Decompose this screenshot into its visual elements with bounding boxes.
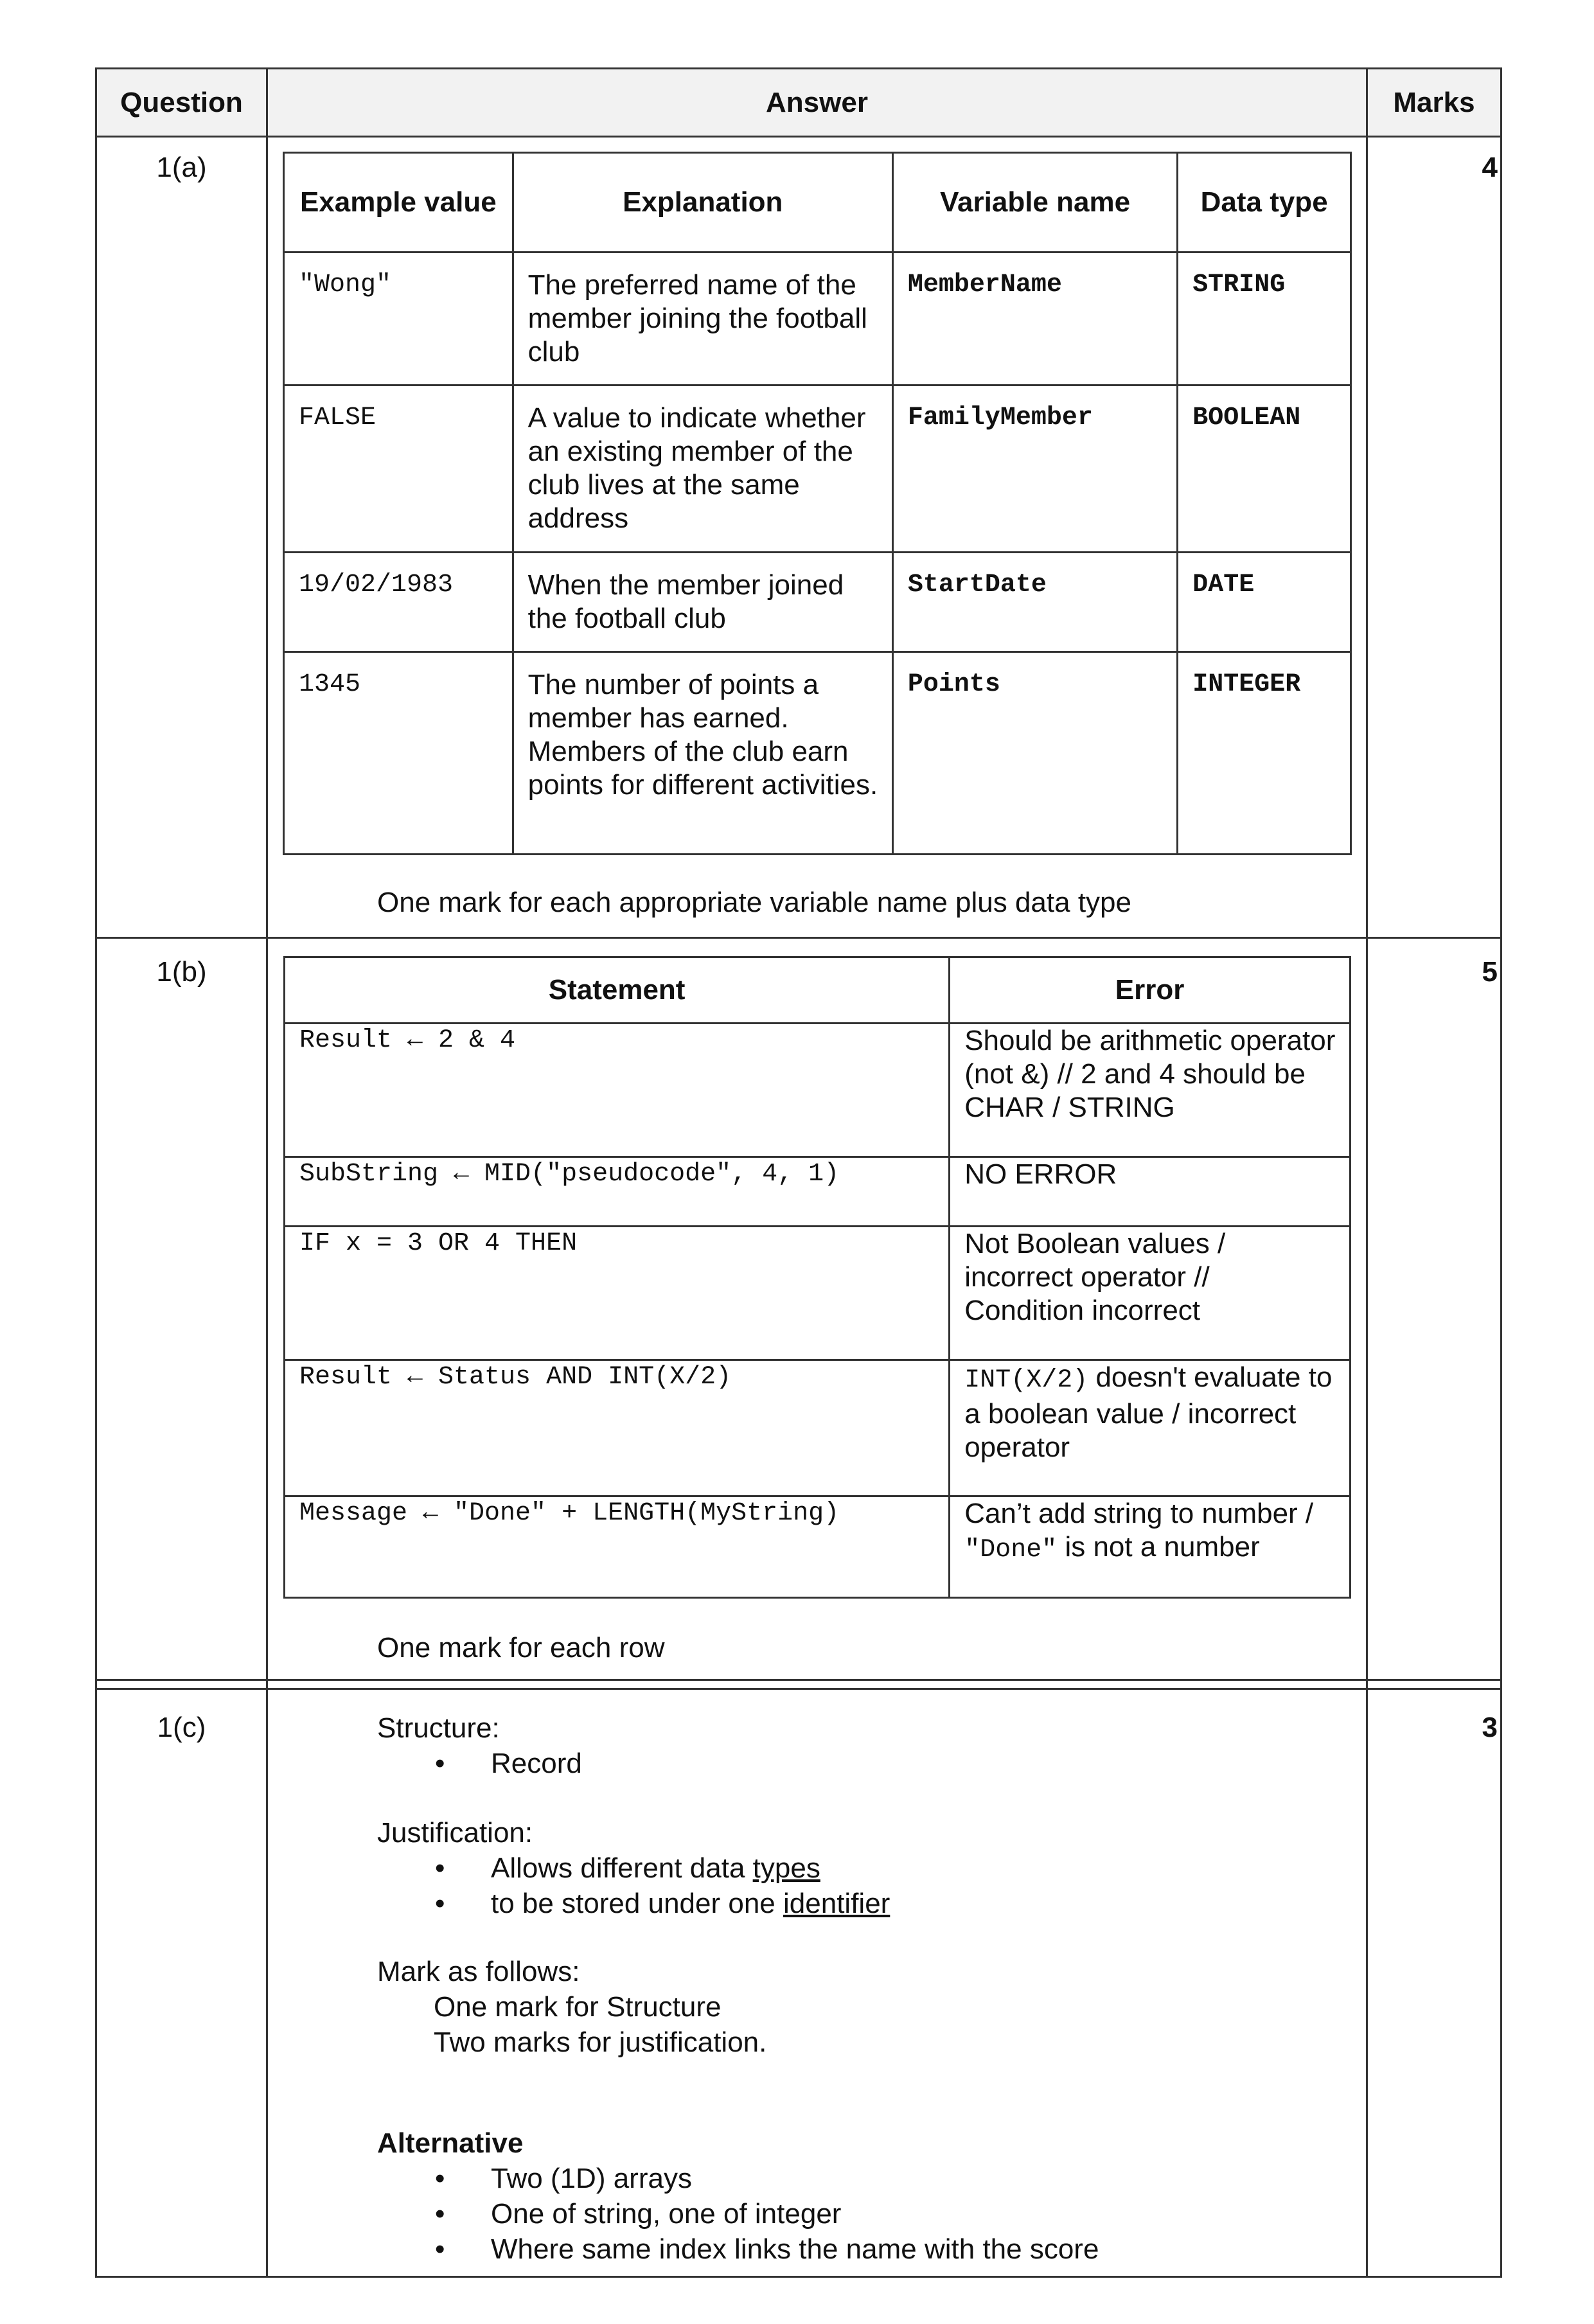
justification-item: [377, 1886, 890, 1921]
question-label-1c: 1(c): [157, 1712, 206, 1743]
structure-item: • Record: [377, 1746, 582, 1781]
variables-table: [283, 152, 1352, 855]
col-example-value: Example value: [284, 153, 513, 253]
marking-note-1a: One mark for each appropriate variable name plus data type: [377, 887, 1131, 918]
table-header-row: [285, 957, 1350, 1024]
table-row: [285, 1360, 1350, 1496]
table-row: [284, 652, 1351, 855]
column-divider: [266, 69, 268, 2276]
justification-keyword: identifier: [783, 1888, 890, 1919]
mark-scheme-table: [95, 67, 1502, 2278]
errors-table: [283, 956, 1351, 1599]
example-cell: 1345: [284, 652, 513, 855]
explanation-cell: When the member joined the football club: [513, 553, 892, 652]
type-cell: INTEGER: [1178, 652, 1351, 855]
justification-label: Justification:: [377, 1817, 533, 1849]
justification-text: to be stored under one: [491, 1888, 783, 1919]
header-question: Question: [120, 86, 243, 118]
alternative-item: • Two (1D) arrays: [377, 2161, 1099, 2196]
question-label-1b: 1(b): [156, 956, 207, 988]
table-header: [97, 69, 1500, 136]
marks-1b: 5: [1482, 956, 1498, 988]
explanation-cell: A value to indicate whether an existing member of the club lives at the same address: [513, 386, 892, 553]
row-divider: [97, 1688, 1500, 1690]
statement-cell: Result ← Status AND INT(X/2): [285, 1360, 950, 1496]
error-cell: Should be arithmetic operator (not &) // 2 and 4 should be CHAR / STRING: [950, 1024, 1350, 1157]
error-text: doesn't evaluate to a boolean value / incorrect operator: [964, 1362, 1333, 1463]
error-tail: is not a number: [1057, 1531, 1260, 1563]
marks-1c: 3: [1482, 1712, 1498, 1743]
justification-text: Allows different data: [491, 1852, 753, 1884]
table-row: [285, 1157, 1350, 1227]
col-data-type: Data type: [1178, 153, 1351, 253]
mark-line: Two marks for justification.: [434, 2027, 767, 2058]
column-divider: [1366, 69, 1368, 2276]
error-code: "Done": [964, 1536, 1058, 1565]
col-explanation: Explanation: [513, 153, 892, 253]
structure-block: [377, 1710, 582, 1781]
error-cell: [950, 1360, 1350, 1496]
col-statement: Statement: [285, 957, 950, 1024]
alternative-item: • One of string, one of integer: [377, 2196, 1099, 2231]
statement-cell: IF x = 3 OR 4 THEN: [285, 1227, 950, 1360]
row-divider: [97, 937, 1500, 939]
type-cell: STRING: [1178, 253, 1351, 386]
marking-note-1b: One mark for each row: [377, 1632, 665, 1663]
statement-cell: SubString ← MID("pseudocode", 4, 1): [285, 1157, 950, 1227]
table-row: [285, 1496, 1350, 1598]
col-error: Error: [950, 957, 1350, 1024]
variable-cell: MemberName: [892, 253, 1177, 386]
example-cell: 19/02/1983: [284, 553, 513, 652]
structure-label: Structure:: [377, 1712, 500, 1744]
example-cell: "Wong": [284, 253, 513, 386]
justification-block: [377, 1815, 890, 1921]
error-code: INT(X/2): [964, 1366, 1088, 1395]
statement-cell: Message ← "Done" + LENGTH(MyString): [285, 1496, 950, 1598]
error-text: Can’t add string to number /: [964, 1498, 1314, 1529]
header-marks: Marks: [1393, 86, 1475, 118]
table-row: [284, 553, 1351, 652]
col-variable-name: Variable name: [892, 153, 1177, 253]
row-divider: [97, 136, 1500, 137]
example-cell: FALSE: [284, 386, 513, 553]
question-label-1a: 1(a): [156, 152, 207, 183]
justification-item: [377, 1850, 890, 1886]
header-answer: Answer: [766, 86, 868, 118]
error-cell: NO ERROR: [950, 1157, 1350, 1227]
table-row: [285, 1227, 1350, 1360]
explanation-cell: The number of points a member has earned. Members of the club earn points for different activities.: [513, 652, 892, 855]
statement-cell: Result ← 2 & 4: [285, 1024, 950, 1157]
table-header-row: [284, 153, 1351, 253]
table-row: [284, 386, 1351, 553]
table-row: [284, 253, 1351, 386]
error-cell: [950, 1496, 1350, 1598]
variable-cell: StartDate: [892, 553, 1177, 652]
variable-cell: Points: [892, 652, 1177, 855]
alternative-block: [377, 2125, 1099, 2267]
justification-keyword: types: [752, 1852, 820, 1884]
marks-1a: 4: [1482, 152, 1498, 183]
mark-label: Mark as follows:: [377, 1956, 580, 1987]
table-row: [285, 1024, 1350, 1157]
mark-scheme-block: [377, 1954, 766, 2060]
variable-cell: FamilyMember: [892, 386, 1177, 553]
type-cell: DATE: [1178, 553, 1351, 652]
explanation-cell: The preferred name of the member joining the football club: [513, 253, 892, 386]
alternative-item: • Where same index links the name with the score: [377, 2231, 1099, 2267]
alternative-label: Alternative: [377, 2127, 524, 2159]
error-cell: Not Boolean values / incorrect operator // Condition incorrect: [950, 1227, 1350, 1360]
mark-line: One mark for Structure: [434, 1991, 722, 2023]
type-cell: BOOLEAN: [1178, 386, 1351, 553]
row-divider: [97, 1679, 1500, 1681]
